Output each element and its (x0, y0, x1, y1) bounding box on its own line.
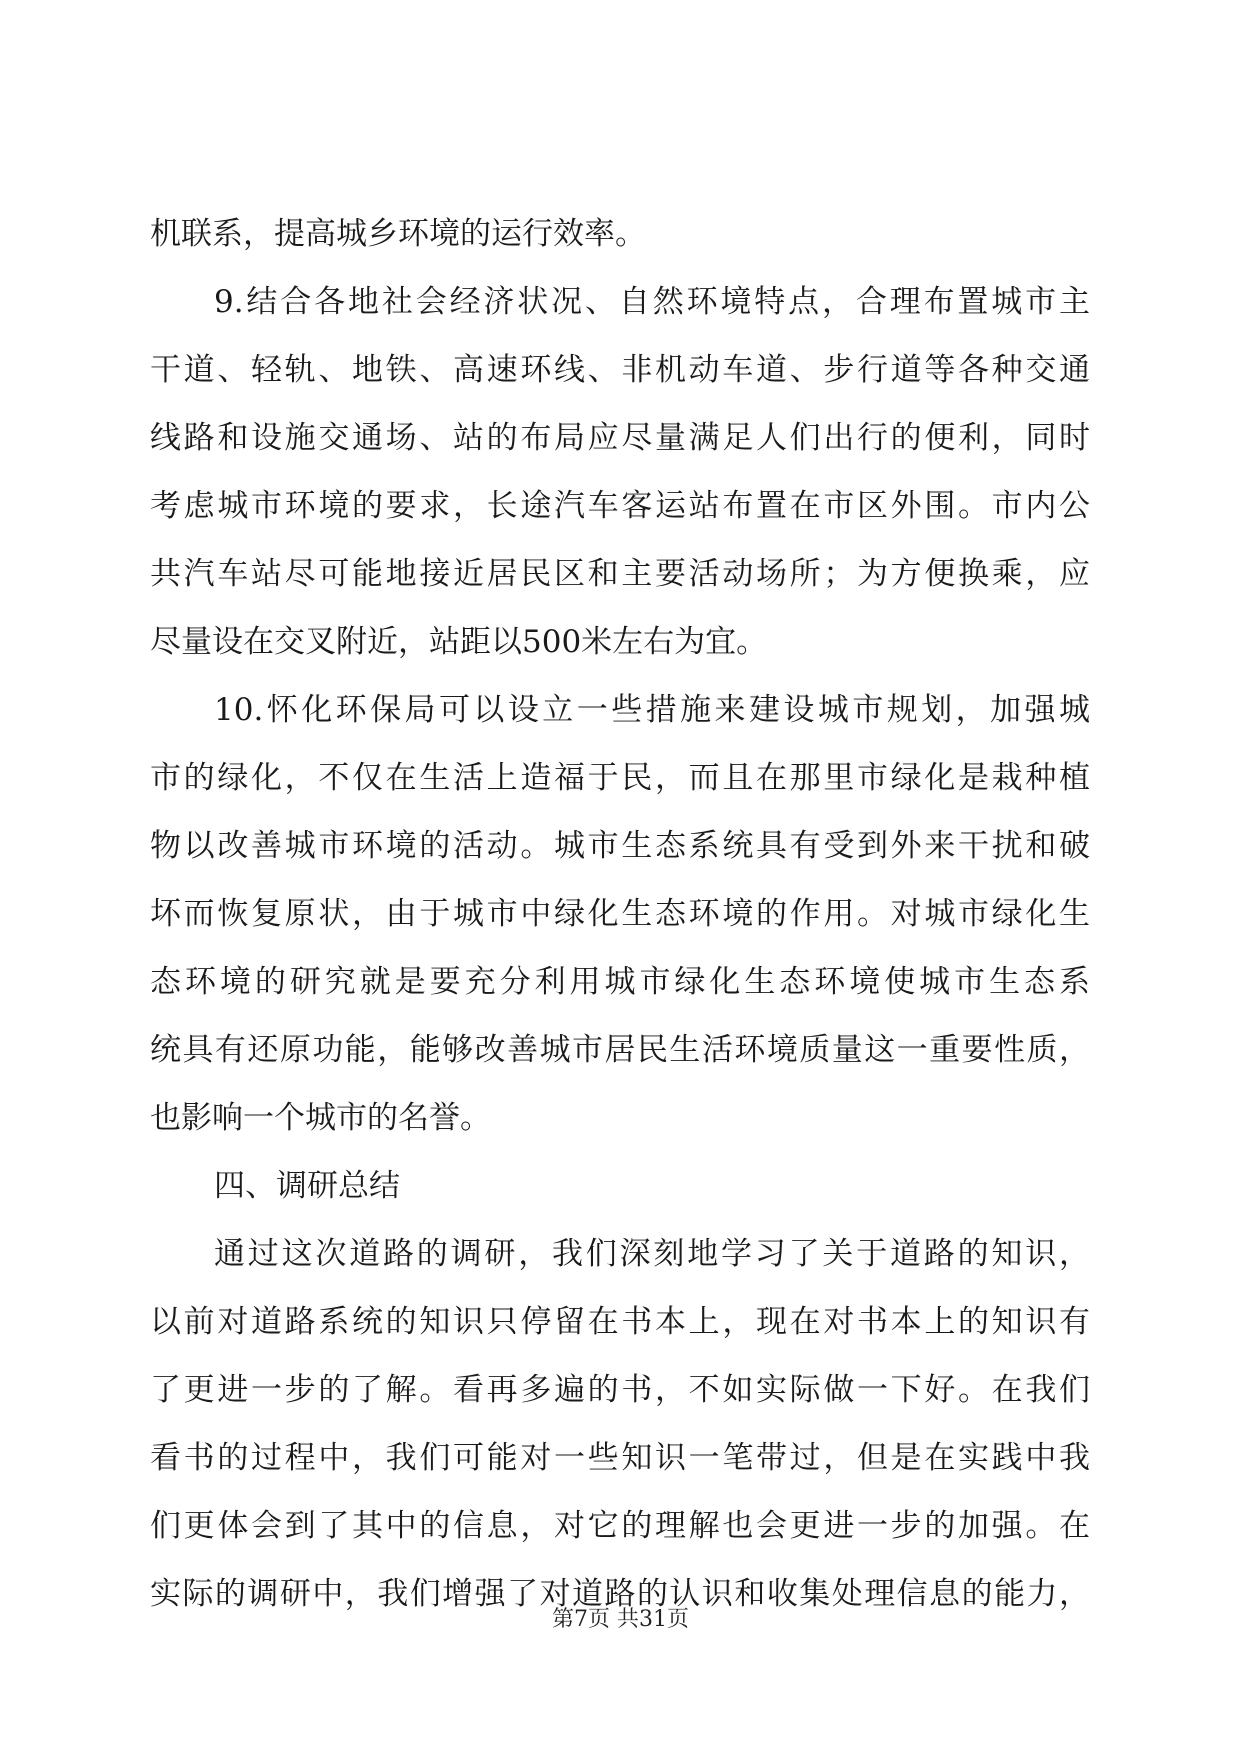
text-line: 线路和设施交通场、站的布局应尽量满足人们出行的便利，同时 (150, 420, 1090, 456)
text-line: 也影响一个城市的名誉。 (150, 1100, 491, 1136)
text-line: 了更进一步的了解。看再多遍的书，不如实际做一下好。在我们 (150, 1372, 1090, 1408)
text-line: 机联系，提高城乡环境的运行效率。 (150, 216, 646, 252)
text-line: 坏而恢复原状，由于城市中绿化生态环境的作用。对城市绿化生 (150, 896, 1090, 932)
text-line: 实际的调研中，我们增强了对道路的认识和收集处理信息的能力， (150, 1576, 1090, 1612)
text-line: 态环境的研究就是要充分利用城市绿化生态环境使城市生态系 (150, 964, 1090, 1000)
text-line: 考虑城市环境的要求，长途汽车客运站布置在市区外围。市内公 (150, 488, 1090, 524)
text-line: 市的绿化，不仅在生活上造福于民，而且在那里市绿化是栽种植 (150, 760, 1090, 796)
text-line: 通过这次道路的调研，我们深刻地学习了关于道路的知识， (214, 1236, 1090, 1272)
text-line: 统具有还原功能，能够改善城市居民生活环境质量这一重要性质， (150, 1032, 1090, 1068)
document-body (150, 200, 1090, 1628)
text-line: 们更体会到了其中的信息，对它的理解也会更进一步的加强。在 (150, 1508, 1090, 1544)
text-line: 看书的过程中，我们可能对一些知识一笔带过，但是在实践中我 (150, 1440, 1090, 1476)
text-line: 干道、轻轨、地铁、高速环线、非机动车道、步行道等各种交通 (150, 352, 1090, 388)
page-number-footer: 第7页 共31页 (552, 1607, 689, 1632)
text-line: 尽量设在交叉附近，站距以500米左右为宜。 (150, 624, 768, 660)
text-line: 以前对道路系统的知识只停留在书本上，现在对书本上的知识有 (150, 1304, 1090, 1340)
text-line: 共汽车站尽可能地接近居民区和主要活动场所；为方便换乘，应 (150, 556, 1090, 592)
text-line: 10.怀化环保局可以设立一些措施来建设城市规划，加强城 (214, 692, 1090, 728)
section-heading: 四、调研总结 (214, 1168, 400, 1204)
text-line: 物以改善城市环境的活动。城市生态系统具有受到外来干扰和破 (150, 828, 1090, 864)
text-line: 9.结合各地社会经济状况、自然环境特点，合理布置城市主 (214, 284, 1090, 320)
